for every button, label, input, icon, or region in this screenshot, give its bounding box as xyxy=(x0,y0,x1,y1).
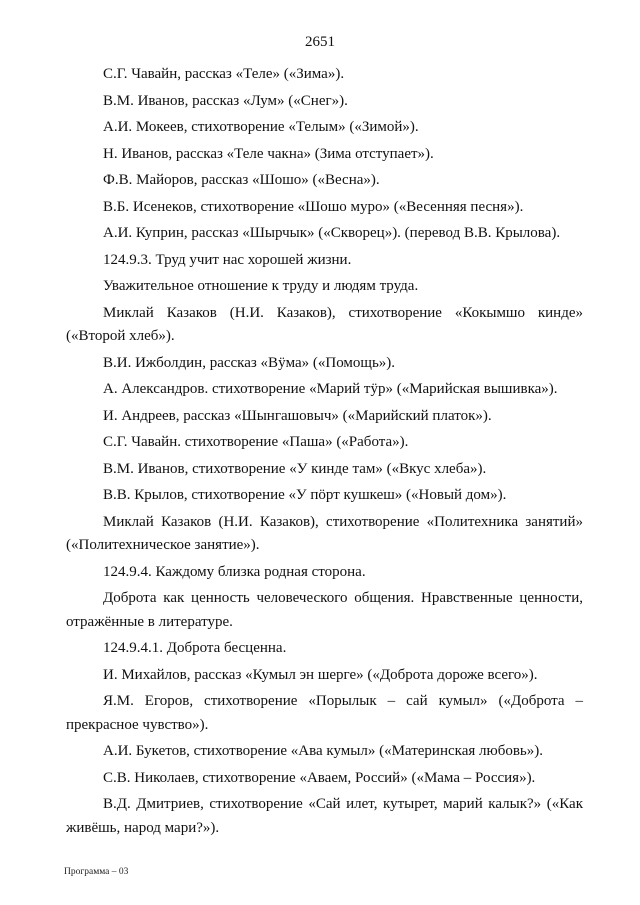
paragraph: Я.М. Егоров, стихотворение «Порылык – сай кумыл» («Доброта – прекрасное чувство»). xyxy=(66,693,583,733)
page-number: 2651 xyxy=(305,34,335,50)
paragraph: В.Б. Исенеков, стихотворение «Шошо муро» («Весенняя песня»). xyxy=(103,198,524,215)
paragraph: А.И. Куприн, рассказ «Шырчык» («Скворец»). (перевод В.В. Крылова). xyxy=(103,225,561,241)
section-heading: 124.9.4.1. Доброта бесценна. xyxy=(103,640,287,656)
section-heading: 124.9.3. Труд учит нас хорошей жизни. xyxy=(103,251,352,268)
section-heading: 124.9.4. Каждому близка родная сторона. xyxy=(103,563,366,580)
paragraph: И. Михайлов, рассказ «Кумыл эн шерге» («Доброта дороже всего»). xyxy=(103,666,538,683)
paragraph: Ф.В. Майоров, рассказ «Шошо» («Весна»). xyxy=(103,172,380,188)
paragraph: В.М. Иванов, стихотворение «У кинде там» («Вкус хлеба»). xyxy=(103,460,487,477)
paragraph: А.И. Букетов, стихотворение «Ава кумыл» («Материнская любовь»). xyxy=(103,743,543,759)
paragraph: В.В. Крылов, стихотворение «У пӧрт кушкеш» («Новый дом»). xyxy=(103,487,507,503)
paragraph: А.И. Мокеев, стихотворение «Телым» («Зимой»). xyxy=(103,119,419,135)
paragraph: С.Г. Чавайн. стихотворение «Паша» («Работа»). xyxy=(103,434,409,450)
paragraph: Н. Иванов, рассказ «Теле чакна» (Зима отступает»). xyxy=(103,145,434,162)
paragraph: Миклай Казаков (Н.И. Казаков), стихотворение «Политехника занятий» («Политехническое занятие»). xyxy=(66,513,583,553)
paragraph: С.В. Николаев, стихотворение «Аваем, Россий» («Мама – Россия»). xyxy=(103,769,536,786)
paragraph: Доброта как ценность человеческого общения. Нравственные ценности, отражённые в литературе. xyxy=(66,590,583,630)
paragraph: В.И. Ижболдин, рассказ «Вӱма» («Помощь»). xyxy=(103,354,396,371)
paragraph: А. Александров. стихотворение «Марий тӱр» («Марийская вышивка»). xyxy=(103,381,558,397)
paragraph: Уважительное отношение к труду и людям труда. xyxy=(103,278,419,294)
paragraph: С.Г. Чавайн, рассказ «Теле» («Зима»). xyxy=(103,66,345,82)
document-body xyxy=(66,63,583,843)
page-footer: Программа – 03 xyxy=(64,867,129,877)
paragraph: В.Д. Дмитриев, стихотворение «Сай илет, кутырет, марий калык?» («Как живёшь, народ мари?»). xyxy=(66,796,583,836)
paragraph: В.М. Иванов, рассказ «Лум» («Снег»). xyxy=(103,92,348,109)
paragraph: Миклай Казаков (Н.И. Казаков), стихотворение «Кокымшо кинде» («Второй хлеб»). xyxy=(66,304,583,344)
paragraph: И. Андреев, рассказ «Шынгашовыч» («Марийский платок»). xyxy=(103,407,492,424)
